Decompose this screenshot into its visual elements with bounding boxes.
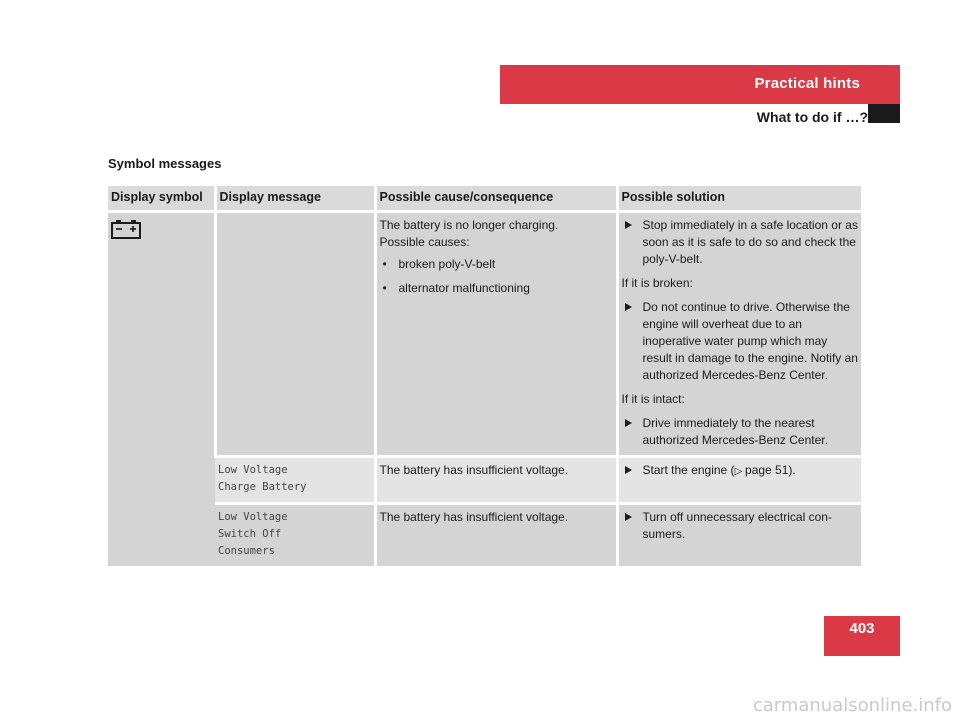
- solution-step: [622, 509, 859, 543]
- table-row: [108, 457, 861, 504]
- display-symbol-cell: [108, 212, 215, 568]
- display-message-line: Charge Battery: [218, 481, 307, 493]
- display-message-cell: [215, 504, 375, 568]
- display-message-line: Low Voltage: [218, 464, 288, 476]
- subsection-title: What to do if …?: [756, 109, 868, 125]
- cause-label: Possible causes:: [379, 235, 470, 249]
- display-message-line: Low Voltage: [218, 511, 288, 523]
- column-header: Display symbol: [108, 186, 215, 212]
- list-item: • alternator malfunctioning: [380, 280, 613, 297]
- cause-cell: [375, 212, 617, 457]
- table-row: [108, 504, 861, 568]
- solution-step: [622, 415, 859, 449]
- arrow-icon: [625, 303, 632, 311]
- battery-icon: [111, 219, 141, 244]
- display-message-cell: [215, 212, 375, 457]
- page-title: Symbol messages: [108, 156, 222, 171]
- solution-step: [622, 462, 859, 480]
- page-number: 403: [824, 616, 900, 656]
- display-message-line: Consumers: [218, 545, 275, 557]
- cause-cell: [375, 457, 617, 504]
- solution-text: Stop immediately in a safe location or as soon as it is safe to do so and check the poly-V-belt.: [642, 218, 858, 266]
- solution-text-suffix: ).: [788, 463, 796, 477]
- arrow-icon: [625, 466, 632, 474]
- solution-step: [622, 299, 859, 384]
- solution-text-prefix: Start the engine (: [642, 463, 735, 477]
- symbol-messages-table: [108, 186, 861, 569]
- header-band: [500, 65, 900, 104]
- arrow-icon: [625, 221, 632, 229]
- solution-cell: [617, 212, 861, 457]
- solution-step: [622, 217, 859, 268]
- solution-cell: [617, 457, 861, 504]
- cause-text: The battery is no longer charging.: [379, 218, 559, 232]
- cause-text: The battery has insufficient voltage.: [379, 510, 569, 524]
- column-header: Possible cause/consequence: [375, 186, 617, 212]
- arrow-icon: [625, 419, 632, 427]
- display-message-line: Switch Off: [218, 528, 282, 540]
- solution-text: Drive immediately to the nearest authorized Mercedes-Benz Center.: [642, 416, 828, 447]
- solution-text: Do not continue to drive. Otherwise the engine will overheat due to an inoperative water pump which may result in damage to the engine. Notify an authorized Mercedes-Benz Center.: [642, 300, 858, 382]
- list-item: • broken poly-V-belt: [380, 256, 613, 273]
- page-reference-icon: ▷: [734, 466, 746, 477]
- condition-text: If it is intact:: [621, 392, 685, 406]
- table-row: [108, 212, 861, 457]
- section-title-header: Practical hints: [754, 75, 860, 92]
- page-reference-link[interactable]: page 51: [745, 463, 789, 477]
- header-notch: [868, 104, 900, 123]
- watermark: carmanualsonline.info: [752, 695, 952, 716]
- solution-text: Turn off unnecessary electrical con-sumers.: [642, 510, 832, 541]
- cause-cell: [375, 504, 617, 568]
- column-header: Display message: [215, 186, 375, 212]
- table-header-row: [108, 186, 861, 212]
- arrow-icon: [625, 513, 632, 521]
- display-message-cell: [215, 457, 375, 504]
- column-header: Possible solution: [617, 186, 861, 212]
- solution-cell: [617, 504, 861, 568]
- condition-text: If it is broken:: [621, 276, 693, 290]
- cause-text: The battery has insufficient voltage.: [379, 463, 569, 477]
